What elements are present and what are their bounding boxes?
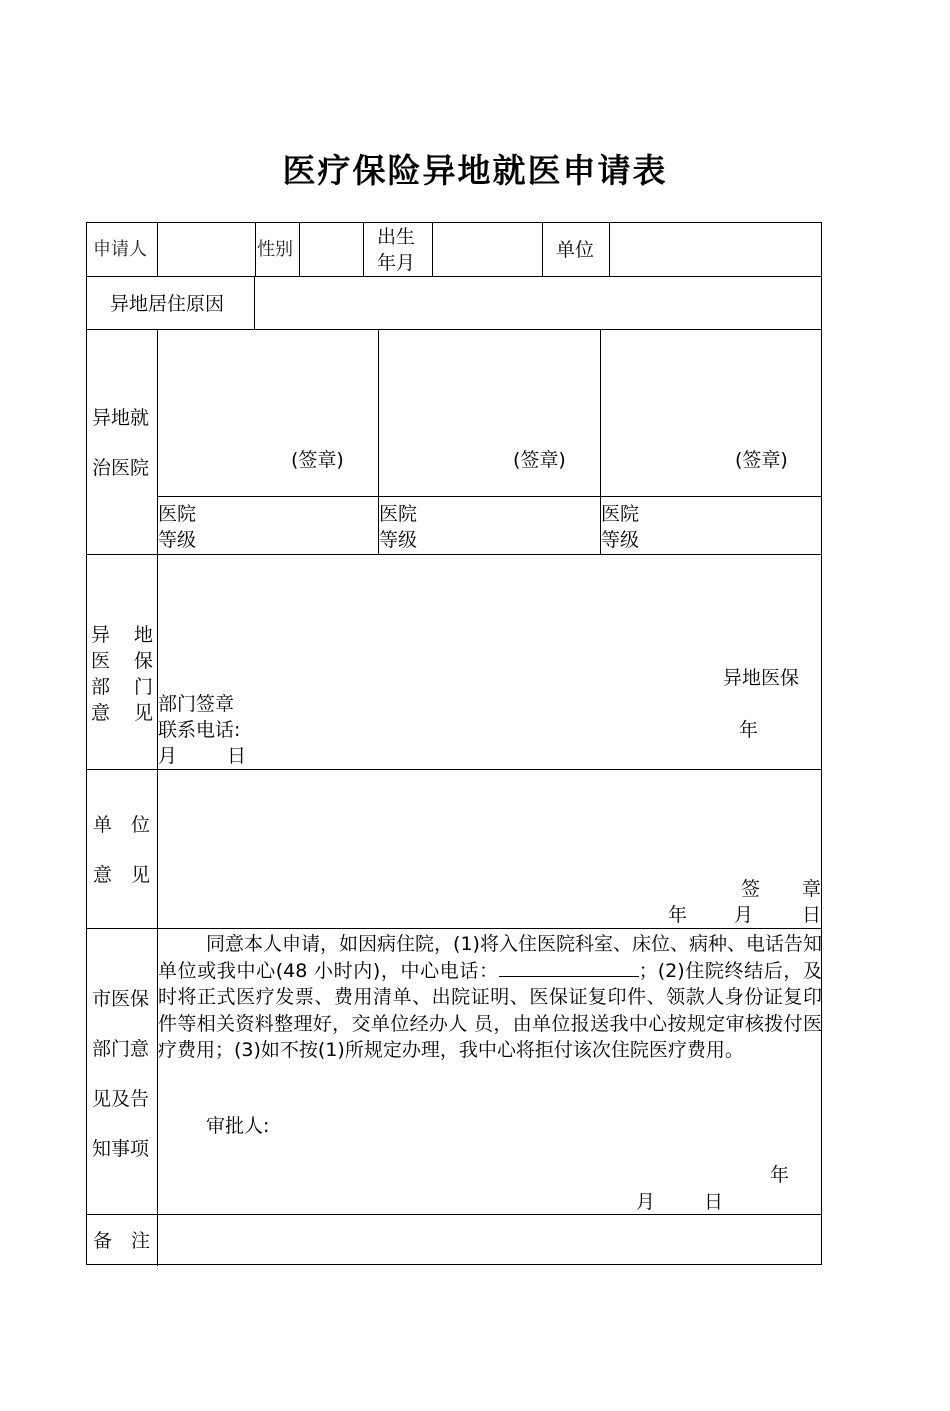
unit-day: 日 <box>802 904 822 926</box>
hospital-level-label-3a: 医院 <box>601 503 640 525</box>
row-divider <box>87 928 822 929</box>
gender-field[interactable] <box>300 223 363 276</box>
unit-sign-label: 签 <box>741 878 761 900</box>
hospital-label-line1: 异地就 <box>92 407 150 429</box>
notice-paragraph <box>158 931 822 1064</box>
birth-label-line2: 年月 <box>377 252 416 274</box>
hospital-level-label-1a: 医院 <box>158 503 197 525</box>
unit-opinion-label-line1: 单 位 <box>93 814 151 836</box>
hospital-level-label-1b: 等级 <box>158 529 197 551</box>
birth-field[interactable] <box>433 223 542 276</box>
insurance-dept-label-a4: 意 <box>91 702 111 724</box>
col-divider <box>255 223 256 276</box>
hospital-cell-3[interactable] <box>601 330 822 496</box>
gender-label: 性别 <box>257 239 293 260</box>
hospital-cell-2[interactable] <box>379 330 600 496</box>
hospital-cell-1[interactable] <box>158 330 378 496</box>
hospital-level-label-3b: 等级 <box>601 529 640 551</box>
insurance-dept-year: 年 <box>739 719 759 741</box>
hospital-seal-3: (签章) <box>735 449 788 471</box>
insurance-dept-opinion-field[interactable] <box>158 555 822 769</box>
city-month: 月 <box>636 1191 656 1213</box>
unit-month: 月 <box>734 904 754 926</box>
city-year: 年 <box>770 1164 790 1186</box>
reason-field[interactable] <box>255 277 822 329</box>
unit-year: 年 <box>668 904 688 926</box>
city-dept-label-line3: 见及告 <box>92 1088 150 1110</box>
insurance-dept-day: 日 <box>227 745 247 767</box>
insurance-dept-label-a3: 部 <box>91 676 111 698</box>
notice-text-part1: 同意本人申请，如因病住院，(1)将入住医院科室、床位、病种、电话告知单位或我中心(48 小时内)，中心电话： <box>158 933 822 982</box>
hospital-label-line2: 治医院 <box>92 457 150 479</box>
hospital-seal-2: (签章) <box>513 449 566 471</box>
center-phone-blank <box>499 958 639 977</box>
city-dept-label-line1: 市医保 <box>92 988 150 1010</box>
approver-label: 审批人: <box>206 1115 270 1137</box>
city-dept-label-line4: 知事项 <box>92 1138 150 1160</box>
unit-label: 单位 <box>556 239 595 261</box>
unit-opinion-field[interactable] <box>158 770 822 928</box>
insurance-dept-right-label: 异地医保 <box>723 667 800 689</box>
insurance-dept-label-a1: 异 <box>91 624 111 646</box>
applicant-label: 申请人 <box>93 239 147 260</box>
insurance-dept-month: 月 <box>158 745 178 767</box>
application-form <box>86 222 822 1265</box>
remark-field[interactable] <box>158 1215 822 1265</box>
applicant-field[interactable] <box>158 223 255 276</box>
insurance-dept-label-a2: 医 <box>91 650 111 672</box>
unit-opinion-label-line2: 意 见 <box>93 864 151 886</box>
hospital-level-label-2a: 医院 <box>379 503 418 525</box>
insurance-dept-label-b2: 保 <box>134 650 154 672</box>
col-divider <box>542 223 543 276</box>
contact-phone-label: 联系电话: <box>158 719 241 741</box>
unit-seal-label: 章 <box>802 878 822 900</box>
row-divider <box>157 496 822 497</box>
hospital-level-label-2b: 等级 <box>379 529 418 551</box>
notice-text-part2: ；(2)住院终结后，及时将正式医疗发票、费用清单、出院证明、医保证复印件、领款人身份证复印件等相关资料整理好，交单位经办人 员，由单位报送我中心按规定审核拨付医疗费用；(3)如不按(1)所规定办理，我中心将拒付该次住院医疗费用。 <box>158 959 823 1061</box>
remark-label: 备 注 <box>93 1230 151 1252</box>
insurance-dept-label-b3: 门 <box>134 676 154 698</box>
insurance-dept-label-b1: 地 <box>134 624 154 646</box>
hospital-seal-1: (签章) <box>291 449 344 471</box>
page-title: 医疗保险异地就医申请表 <box>282 151 668 190</box>
reason-label: 异地居住原因 <box>110 293 225 315</box>
unit-field[interactable] <box>610 223 822 276</box>
city-dept-label-line2: 部门意 <box>92 1038 150 1060</box>
dept-seal-label: 部门签章 <box>158 693 235 715</box>
birth-label-line1: 出生 <box>377 226 416 248</box>
insurance-dept-label-b4: 见 <box>134 702 154 724</box>
city-day: 日 <box>704 1191 724 1213</box>
col-divider <box>363 223 364 276</box>
